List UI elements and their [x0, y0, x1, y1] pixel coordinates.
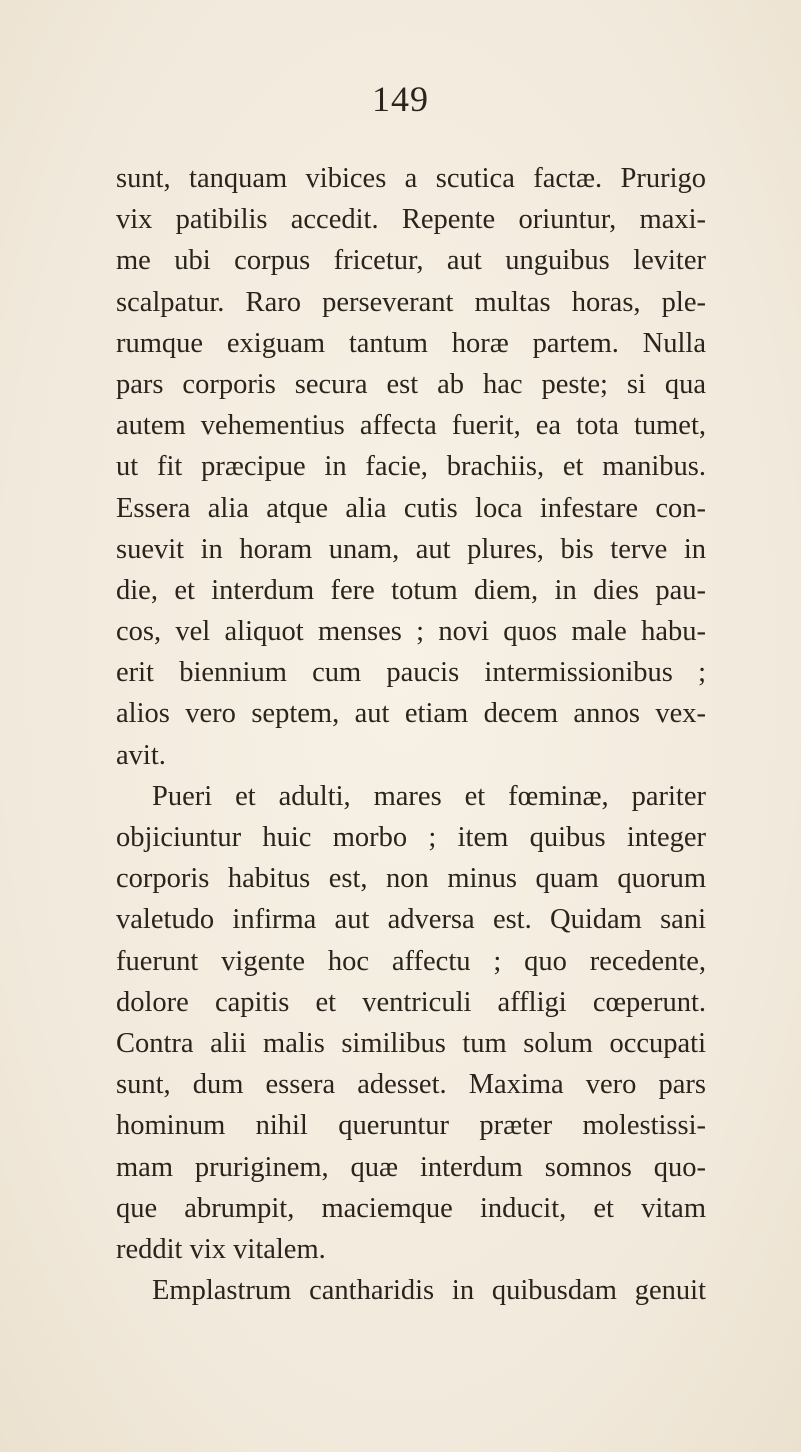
- text-line: me ubi corpus fricetur, aut unguibus leviter: [116, 245, 706, 277]
- text-line: vix patibilis accedit. Repente oriuntur, maxi-: [116, 204, 706, 236]
- text-line: reddit vix vitalem.: [116, 1233, 326, 1265]
- body-text: [116, 158, 706, 1311]
- text-line: pars corporis secura est ab hac peste; si qua: [116, 368, 706, 400]
- text-line: objiciuntur huic morbo ; item quibus integer: [116, 822, 706, 853]
- text-line: cos, vel aliquot menses ; novi quos male habu-: [116, 616, 706, 648]
- text-line: dolore capitis et ventriculi affligi cœperunt.: [116, 986, 706, 1018]
- paragraph-first-line: Pueri et adulti, mares et fœminæ, pariter: [152, 780, 706, 812]
- text-line: Contra alii malis similibus tum solum occupati: [116, 1027, 706, 1059]
- text-line: suevit in horam unam, aut plures, bis terve in: [116, 533, 706, 565]
- text-line: rumque exiguam tantum horæ partem. Nulla: [116, 327, 706, 359]
- text-line: avit.: [116, 739, 166, 771]
- text-line: sunt, dum essera adesset. Maxima vero pars: [116, 1069, 706, 1101]
- text-line: que abrumpit, maciemque inducit, et vitam: [116, 1192, 706, 1224]
- text-line: mam pruriginem, quæ interdum somnos quo-: [116, 1151, 706, 1183]
- text-line: scalpatur. Raro perseverant multas horas, ple-: [116, 286, 706, 318]
- text-line: autem vehementius affecta fuerit, ea tota tumet,: [116, 410, 706, 442]
- page-number: 149: [372, 79, 429, 119]
- text-line: sunt, tanquam vibices a scutica factæ. Prurigo: [116, 163, 706, 194]
- text-line: ut fit præcipue in facie, brachiis, et manibus.: [116, 451, 706, 483]
- text-line: hominum nihil queruntur præter molestissi-: [116, 1110, 706, 1142]
- text-line: die, et interdum fere totum diem, in dies pau-: [116, 574, 706, 606]
- text-line: Essera alia atque alia cutis loca infestare con-: [116, 492, 706, 524]
- text-line: erit biennium cum paucis intermissionibus ;: [116, 657, 706, 689]
- text-line: valetudo infirma aut adversa est. Quidam sani: [116, 904, 706, 936]
- text-line: alios vero septem, aut etiam decem annos vex-: [116, 698, 706, 730]
- text-line: corporis habitus est, non minus quam quorum: [116, 863, 706, 895]
- paragraph-first-line: Emplastrum cantharidis in quibusdam genuit: [152, 1275, 706, 1307]
- text-line: fuerunt vigente hoc affectu ; quo recedente,: [116, 945, 706, 977]
